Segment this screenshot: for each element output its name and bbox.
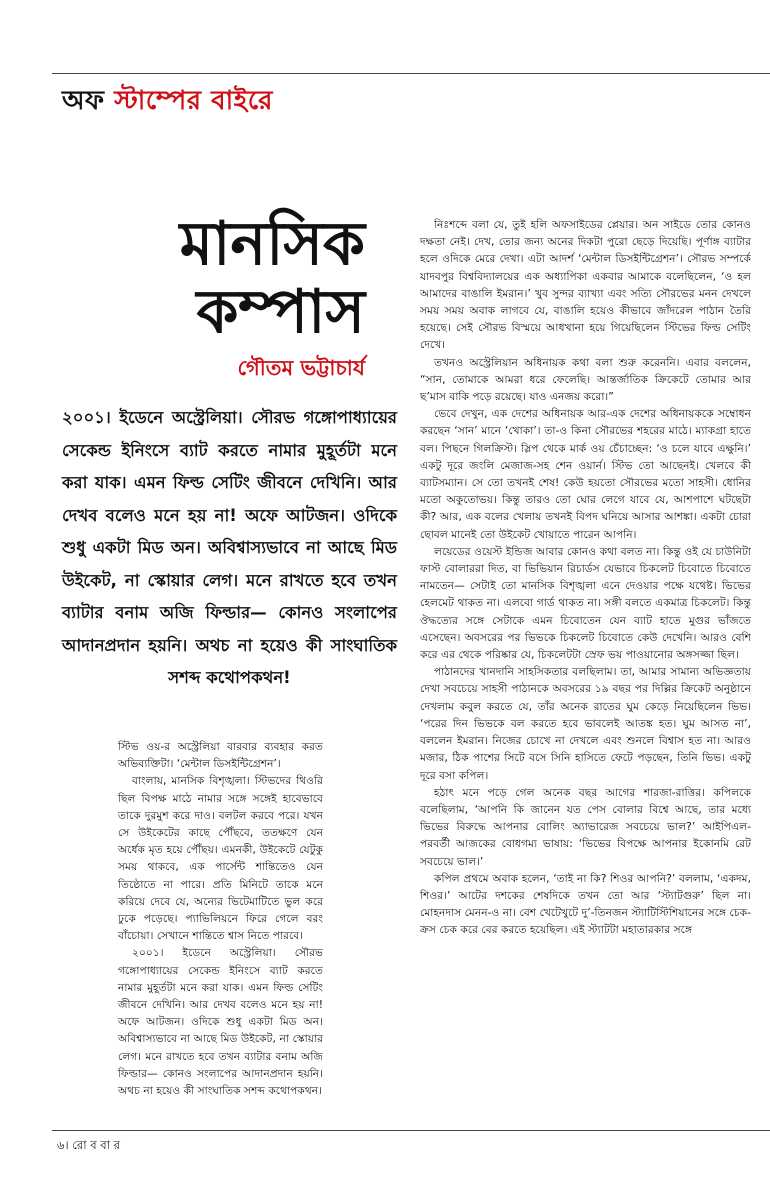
footer-rule — [52, 1130, 770, 1131]
header-rule — [52, 73, 770, 74]
body-paragraph: বাংলায়, মানসিক বিশৃঙ্খলা। স্টিভদের থিওরি ছিল বিপক্ষ মাঠে নামার সঙ্গে সঙ্গেই হাবেভাবে তাকে দুরমুশ করে দাও। বলটল করবে পরে। যখন সে উইকেটের কাছে পৌঁছবে, ততক্ষণে যেন অর্ধেক মৃত হয়ে পৌঁছয়। এমনকী, উইকেটে যেটুকু সময় থাকবে, এক পার্সেন্ট শান্তিতেও যেন তিষ্ঠোতে না পারে। প্রতি মিনিটে তাকে মনে করিয়ে দেবে যে, অন্যের ভিটেমাটিতে ভুল করে ঢুকে পড়েছে। প্যাভিলিয়নে ফিরে গেলে বরং বাঁচোয়া। সেখানে শান্তিতে শ্বাস নিতে পারবে। — [118, 774, 323, 943]
body-paragraph: ২০০১। ইডেনে অস্ট্রেলিয়া। সৌরভ গঙ্গোপাধ্যায়ের সেকেন্ড ইনিংসে ব্যাট করতে নামার মুহূর্তটা মনে করা যাক। এমন ফিল্ড সেটিং জীবনে দেখিনি। আর দেখব বলেও মনে হয় না! অফে আটজন। ওদিকে শুধু একটা মিড অন। অবিশ্বাস্যভাবে না আছে মিড উইকেট, না স্কোয়ার লেগ। মনে রাখতে হবে তখন ব্যাটার বনাম অজি ফিল্ডার— কোনও সংলাপের আদানপ্রদান হয়নি। অথচ না হয়েও কী সাংঘাতিক সশব্দ কথোপকথন। — [118, 946, 323, 1098]
headline — [180, 210, 365, 346]
body-paragraph: পাঠানদের খানদানি সাহসিকতার বলছিলাম। তা, আমার সামান্য অভিজ্ঞতায় দেখা সবচেয়ে সাহসী পাঠানকে অবসরের ১৯ বছর পর দিল্লির ক্রিকেট অনুষ্ঠানে দেখলাম কবুল করতে যে, তাঁর অনেক রাতের ঘুম কেড়ে নিয়েছিলেন ভিভ। ‘পরের দিন ভিভকে বল করতে হবে ভাবলেই আতঙ্ক হত। ঘুম আসত না’, বললেন ইমরান। নিজের চোখে না দেখলে এবং শুনলে বিশ্বাস হত না। আরও মজার, ঠিক পাশের সিটে বসে সিনি হাসিতে ফেটে পড়ছেন, তিনি ভিভ। একটু দূরে বসা কপিল। — [420, 665, 751, 782]
left-body-column — [118, 738, 323, 1099]
section-label-off: অফ — [62, 86, 105, 116]
headline-line-2: কম্পাস — [196, 277, 365, 347]
section-label — [62, 80, 273, 124]
section-label-outside-stumps: স্টাম্পের বাইরে — [114, 86, 273, 116]
lead-paragraph: ২০০১। ইডেনে অস্ট্রেলিয়া। সৌরভ গঙ্গোপাধ্যায়ের সেকেন্ড ইনিংসে ব্যাট করতে নামার মুহূর্তটা মনে করা যাক। এমন ফিল্ড সেটিং জীবনে দেখিনি। আর দেখব বলেও মনে হয় না! অফে আটজন। ওদিকে শুধু একটা মিড অন। অবিশ্বাস্যভাবে না আছে মিড উইকেট, না স্কোয়ার লেগ। মনে রাখতে হবে তখন ব্যাটার বনাম অজি ফিল্ডার— কোনও সংলাপের আদানপ্রদান হয়নি। অথচ না হয়েও কী সাংঘাতিক সশব্দ কথোপকথন! — [62, 408, 397, 687]
body-paragraph: স্টিভ ওয়-র অস্ট্রেলিয়া বারবার ব্যবহার করত অভিব্যক্তিটা। ‘মেন্টাল ডিসইন্টিগ্রেশন’। — [118, 740, 323, 771]
body-paragraph: হঠাৎ মনে পড়ে গেল অনেক বছর আগের শারজা-রাত্তির। কপিলকে বলেছিলাম, ‘আপনি কি জানেন যত পেস বোলার বিশ্বে আছে, তার মধ্যে ভিভের বিরুদ্ধে আপনার বোলিং অ্যাভারেজ সবচেয়ে ভাল?’ আইপিএল-পরবর্তী আজকের বোধগম্য ভাষায়: ‘ভিভের বিপক্ষে আপনার ইকোনমি রেট সবচেয়ে ভাল।’ — [420, 785, 751, 868]
body-paragraph: ভেবে দেখুন, এক দেশের অধিনায়ক আর-এক দেশের অধিনায়ককে সম্বোধন করছেন ‘সান’ মানে ‘খোকা’। তা-ও কিনা সৌরভের শহরের মাঠে। ম্যাকগ্রা হাতে বল। পিছনে গিলক্রিস্ট। স্লিপ থেকে মার্ক ওয় চেঁচাচ্ছেন: ‘ও চলে যাবে এক্ষুনি।’ একটু দূরে জংলি মেজাজ-সহ শেন ওয়ার্ন। স্টিভ তো আছেনই। খেলবে কী ব্যাটসম্যান। সে তো তখনই শেষ! কেউ হয়তো সৌরভের মতো সাহসী। ধোনির মতো অকুতোভয়। কিন্তু তারও তো ঘোর লেগে যাবে যে, আশপাশে ঘটছেটা কী? আর, এক বলের খেলায় তখনই বিপদ ঘনিয়ে আসার আশঙ্কা। একটা চোরা ছোবল মানেই তো উইকেট খোয়াতে পারেন আপনি। — [420, 407, 751, 541]
body-paragraph: নিঃশব্দে বলা যে, তুই হলি অফসাইডের প্লেয়ার। অন সাইডে তোর কোনও দক্ষতা নেই। দেখ, তোর জন্য অনের দিকটা পুরো ছেড়ে দিয়েছি। পূর্ণাঙ্গ ব্যাটার হলে ওদিকে মেরে দেখা। এটা আদর্শ ‘মেন্টাল ডিসইন্টিগ্রেশন’। সৌরভ সম্পর্কে যাদবপুর বিশ্ববিদ্যালয়ের এক অধ্যাপিকা একবার আমাকে বলেছিলেন, ‘ও হল আমাদের বাঙালি ইমরান।’ খুব সুন্দর ব্যাখ্যা এবং সত্যি সৌরভের মনন দেখলে সময় সময় অবাক লাগবে যে, বাঙালি হয়েও কীভাবে জাঁদরেল পাঠান তৈরি হয়েছে। সেই সৌরভ বিস্ময়ে আধখানা হয়ে গিয়েছিলেন স্টিভের ফিল্ড সেটিং দেখে। — [420, 218, 751, 352]
right-body-column — [420, 216, 751, 939]
headline-line-1: মানসিক — [179, 209, 365, 279]
page-folio: ৬। রো ব বা র — [57, 1138, 121, 1152]
body-paragraph: কপিল প্রথমে অবাক হলেন, ‘তাই না কি? শিওর আপনি?’ বললাম, ‘একদম, শিওর।’ আটের দশকের শেষদিকে তখন তো আর ‘স্ট্যাটগুরু’ ছিল না। মোহনদাস মেনন-ও না। বেশ খেটেখুটে দু’-তিনজন স্ট্যাটিস্টিশিয়ানের সঙ্গে চেক-ক্রস চেক করে বের করতে হয়েছিল। এই স্ট্যাটটা মহাতারকার সঙ্গে — [420, 871, 751, 937]
byline: গৌতম ভট্টাচার্য — [237, 356, 365, 380]
body-paragraph: লয়েডের ওয়েস্ট ইন্ডিজ আবার কোনও কথা বলত না। কিন্তু ওই যে চাউনিটা ফাস্ট বোলাররা দিত, বা ভিভিয়ান রিচার্ডস যেভাবে চিকলেট চিবোতে চিবোতে নামতেন— সেটাই তো মানসিক বিশৃঙ্খলা এনে দেওয়ার পক্ষে যথেষ্ট। ভিভের হেলমেট থাকত না। এলবো গার্ড থাকত না। সঙ্গী বলতে একমাত্র চিকলেট। কিন্তু ঔদ্ধত্যের সঙ্গে সেটাকে এমন চিবোতেন যেন ব্যাট হাতে মুগুর ভাঁজতে এসেছেন। অবসরের পর ভিভকে চিকলেট চিবোতে কেউ দেখেনি। আরও বেশি করে এর থেকে পরিষ্কার যে, চিকলেটটা স্রেফ ভয় পাওয়ানোর অঙ্গসজ্জা ছিল। — [420, 544, 751, 662]
body-paragraph: তখনও অস্ট্রেলিয়ান অধিনায়ক কথা বলা শুরু করেননি। এবার বললেন, “সান, তোমাকে আমরা ধরে ফেলেছি। আন্তর্জাতিক ক্রিকেটে তোমার আর ছ’মাস বাকি পড়ে রয়েছে। যাও এনজয় করো।” — [420, 355, 751, 404]
